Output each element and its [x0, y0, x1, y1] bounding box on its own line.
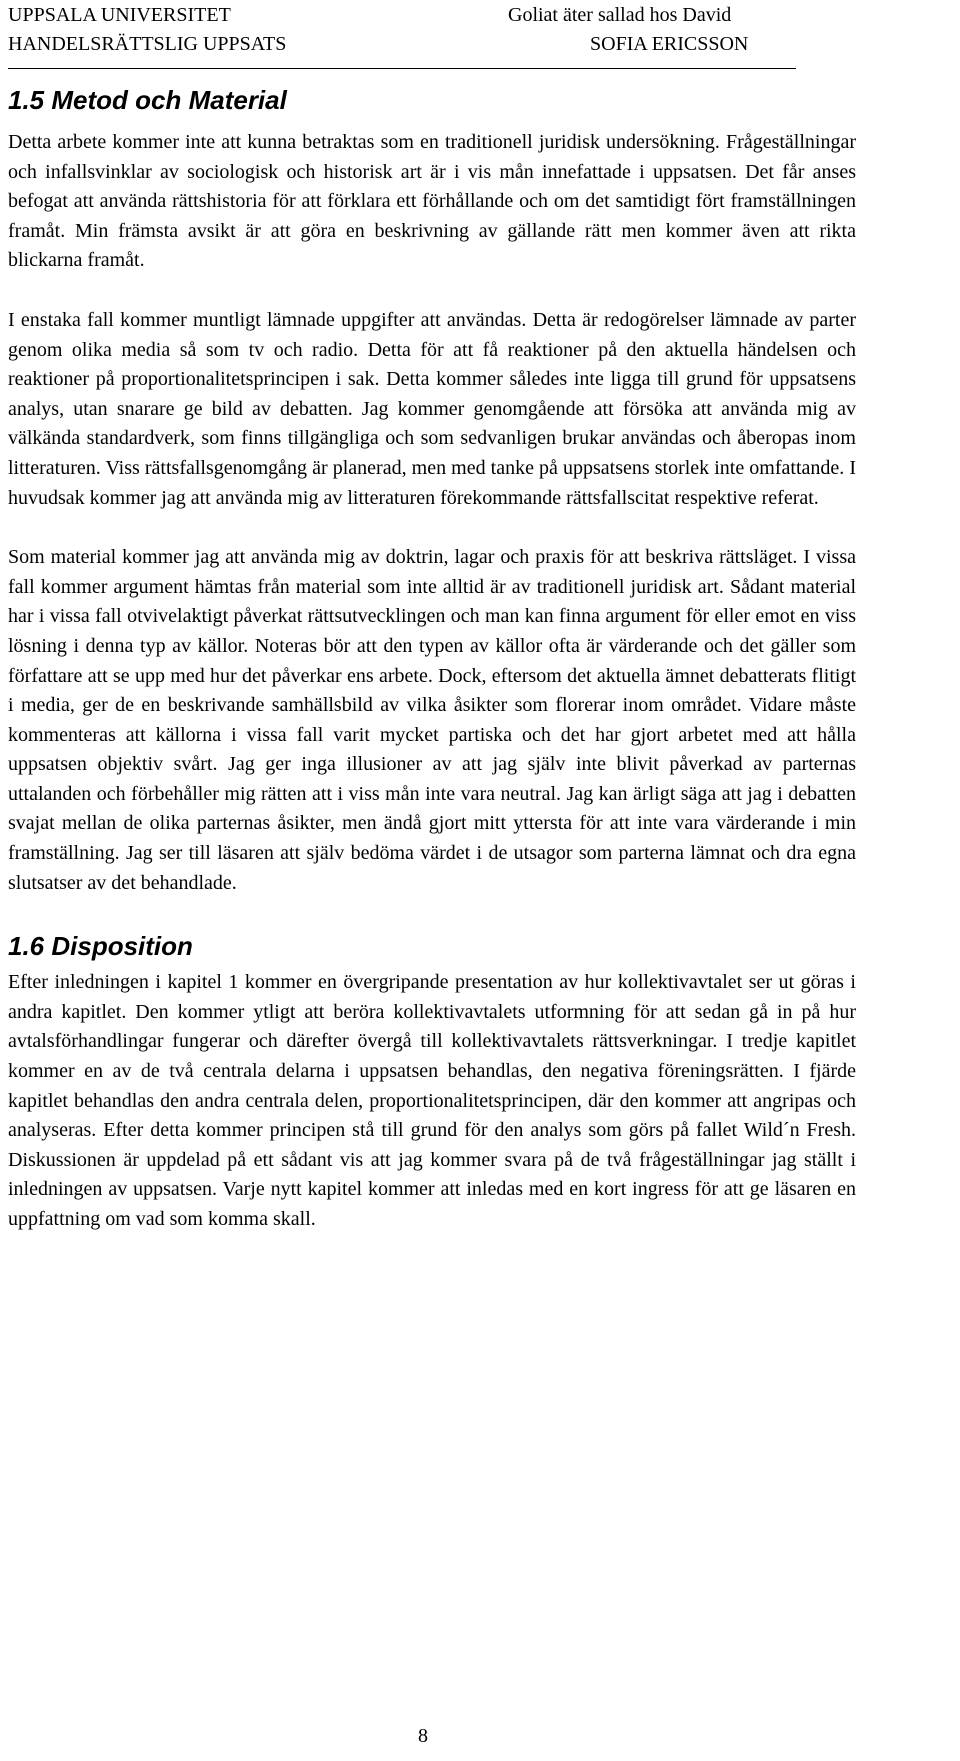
header-title: Goliat äter sallad hos David — [508, 4, 732, 26]
page-header — [8, 0, 856, 90]
header-divider — [8, 68, 796, 69]
document-page — [8, 0, 856, 1235]
paragraph-metod-2: I enstaka fall kommer muntligt lämnade uppgifter att användas. Detta är redogörelser lämnade av parter genom olika media så som tv och radio. Detta för att få reaktioner på den aktuella händelsen och reaktioner på proportionalitetsprincipen i sak. Detta kommer således inte ligga till grund för uppsatsens analys, utan snarare ge bild av debatten. Jag kommer genomgående att försöka att använda mig av välkända standardverk, som finns tillgängliga och som sedvanligen brukar användas och åberopas inom litteraturen. Viss rättsfallsgenomgång är planerad, men med tanke på uppsatsens storlek inte omfattande. I huvudsak kommer jag att använda mig av litteraturen förekommande rättsfallscitat respektive referat. — [8, 308, 856, 509]
paragraph-metod-3: Som material kommer jag att använda mig av doktrin, lagar och praxis för att beskriva rättsläget. I vissa fall kommer argument hämtas från material som inte alltid är av traditionell juridisk art. Sådant material har i vissa fall otvivelaktigt påverkat rättsutvecklingen och man kan finna argument för eller emot en viss lösning i denna typ av källor. Noteras bör att den typen av källor ofta är värderande och det gäller som författare att se upp med hur det påverkar ens arbete. Dock, eftersom det aktuella ämnet debatterats flitigt i media, ger de en beskrivande samhällsbild av vilka åsikter som florerar inom området. Vidare måste kommenteras att källorna i vissa fall varit mycket partiska och det har gjort arbetet med att hålla uppsatsen objektiv svårt. Jag ger inga illusioner av att jag själv inte blivit påverkad av parternas uttalanden och förbehåller mig rätten att i viss mån inte vara neutral. Jag kan ärligt säga att jag i debatten svajat mellan de olika parternas åsikter, men ändå gjort mitt yttersta för att inte vara värderande i min framställning. Jag ser till läsaren att själv bedöma värdet i de utsagor som parterna lämnat och dra egna slutsatser av det behandlade. — [8, 546, 856, 894]
paragraph-disposition-1: Efter inledningen i kapitel 1 kommer en övergripande presentation av hur kollektivavtalet ser ut göras i andra kapitlet. Den kommer ytligt att beröra kollektivavtalets utformning för att sedan gå in på hur avtalsförhandlingar fungerar och därefter övergå till kollektivavtalets rättsverkningar. I tredje kapitlet kommer en av de två centrala delarna i uppsatsen behandlas, den negativa föreningsrätten. I fjärde kapitlet behandlas den andra centrala delen, proportionalitetsprincipen, där den kommer att angripas och analyseras. Efter detta kommer principen stå till grund för den analys som görs på fallet Wild´n Fresh. Diskussionen är uppdelad på ett sådant vis att jag kommer svara på de två frågeställningar jag ställt i inledningen av uppsatsen. Varje nytt kapitel kommer att inledas med en kort ingress för att ge läsaren en uppfattning om vad som komma skall. — [8, 971, 856, 1230]
header-document-type: HANDELSRÄTTSLIG UPPSATS — [8, 33, 287, 55]
page-number: 8 — [418, 1725, 428, 1747]
header-author: SOFIA ERICSSON — [590, 33, 749, 55]
header-university: UPPSALA UNIVERSITET — [8, 4, 231, 26]
section-heading-disposition: 1.6 Disposition — [8, 931, 193, 962]
paragraph-metod-1: Detta arbete kommer inte att kunna betraktas som en traditionell juridisk undersökning. Frågeställningar och infallsvinklar av sociologisk och historisk art är i vis mån innefattade i uppsatsen. Det får anses befogat att använda rättshistoria för att förklara ett förhållande och om det samtidigt fört framställningen framåt. Min främsta avsikt är att göra en beskrivning av gällande rätt men kommer även att rikta blickarna framåt. — [8, 131, 856, 272]
section-heading-metod: 1.5 Metod och Material — [8, 85, 287, 115]
